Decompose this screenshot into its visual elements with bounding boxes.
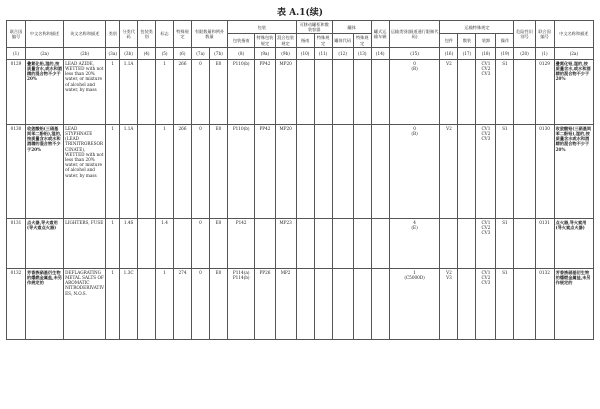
packing-group-cell	[138, 218, 156, 268]
ts-bulk-cell	[458, 218, 476, 268]
tank-special2-cell	[353, 268, 371, 339]
pack-instr-cell: P114(a) P114(b)	[227, 268, 254, 339]
tank-special2-cell	[353, 218, 371, 268]
tank-code-cell	[332, 268, 353, 339]
ts-packages-cell	[440, 59, 458, 124]
code-item: CV3	[481, 230, 491, 236]
pack-special-cell: PP26	[255, 268, 275, 339]
column-number: (9a)	[255, 47, 275, 59]
class-code-cell: 1.1A	[120, 124, 138, 218]
cn-name-right-cell: 芳香族硝基衍生物的爆燃金属盐,未另作规定的	[554, 268, 593, 339]
table-title: 表 A.1(续)	[276, 8, 324, 18]
code-item: CV2	[481, 275, 491, 281]
limited-cell: 0	[192, 124, 210, 218]
pack-special-cell: PP42	[255, 124, 275, 218]
packing-group-cell	[138, 124, 156, 218]
ts-operation-cell	[496, 124, 514, 218]
pack-instr-cell: P110(b)	[227, 124, 254, 218]
column-number: (18)	[476, 47, 496, 59]
tank-code-cell	[332, 218, 353, 268]
column-number: (20)	[514, 47, 535, 59]
packing-group-cell	[138, 59, 156, 124]
col-header-transport-special: 运输特殊规定	[440, 21, 514, 34]
ts-loading-cell	[476, 218, 496, 268]
en-name-cell: LEAD STYPHNATE (LEAD TRINITRORESORCINATE), WETTED with not less than 20% water, or mixture of alcohol and water, by mass	[64, 124, 106, 218]
pack-instr-cell: P110(b)	[227, 59, 254, 124]
un-no-right-cell: 0130	[535, 124, 554, 218]
code-item: V2	[446, 269, 452, 275]
en-name-cell: LIGHTERS, FUSE	[64, 218, 106, 268]
special-cell: 266	[174, 59, 192, 124]
un-no-cell: 0132	[7, 268, 26, 339]
special-cell	[174, 218, 192, 268]
un-no-right-cell: 0132	[535, 268, 554, 339]
column-number: (3b)	[120, 47, 138, 59]
column-number: (8)	[227, 47, 254, 59]
cn-name-right-cell: 点火器,导火索用(导火索点火器)	[554, 218, 593, 268]
packing-group-cell	[138, 268, 156, 339]
class-code-cell: 1.1A	[120, 59, 138, 124]
tank-code-cell	[332, 59, 353, 124]
hazard-id-cell	[514, 218, 535, 268]
code-item: CV3	[481, 280, 491, 286]
col-header-mixed-pack: 混合包装规定	[275, 34, 296, 47]
ts-operation-cell	[496, 59, 514, 124]
column-number: (19)	[496, 47, 514, 59]
excepted-cell: E0	[209, 59, 227, 124]
col-header-special: 特殊规定	[174, 21, 192, 48]
code-item: V3	[446, 275, 452, 281]
code-item: S1	[502, 60, 508, 66]
labels-cell: 1	[156, 268, 174, 339]
hazard-id-cell	[514, 59, 535, 124]
class-code-cell: 1.4S	[120, 218, 138, 268]
class-cell: 1	[106, 218, 120, 268]
tank-special-cell	[314, 124, 332, 218]
column-number: (9b)	[275, 47, 296, 59]
class-cell: 1	[106, 268, 120, 339]
col-header-packaging: 包装	[227, 21, 296, 34]
tank-instr-cell	[296, 59, 314, 124]
cn-name-cell: 叠氮化铅,湿的,按质量含水,或水和酒精的混合物不少于20%	[26, 59, 64, 124]
col-header-packing-group: 包装类别	[138, 21, 156, 48]
column-number: (1)	[535, 47, 554, 59]
cn-name-right-cell: 收敛酸铅(三硝基间苯二酚铅),湿的,按质量含水或水和酒精的混合物不少于20%	[554, 124, 593, 218]
limited-cell: 0	[192, 268, 210, 339]
table-body	[7, 59, 594, 339]
en-name-cell: DEFLAGRATING METAL SALTS OF AROMATIC NITRODERIVATIVES, N.O.S.	[64, 268, 106, 339]
tank-code-cell	[332, 124, 353, 218]
col-header-cn-name: 中文名称和描述	[26, 21, 64, 48]
column-number: (3a)	[106, 47, 120, 59]
column-number: (4)	[138, 47, 156, 59]
code-item: CV1	[481, 219, 491, 225]
col-header-pack-special: 特殊包装规定	[256, 35, 274, 46]
excepted-cell: E0	[209, 124, 227, 218]
column-number: (7a)	[192, 47, 210, 59]
transport-cat-value: 4	[413, 219, 416, 225]
code-item: S1	[502, 219, 508, 225]
code-item: CV1	[481, 125, 491, 131]
ts-bulk-cell	[458, 268, 476, 339]
limited-cell: 0	[192, 218, 210, 268]
special-cell: 274	[174, 268, 192, 339]
tunnel-code-value: (B)	[411, 131, 418, 137]
mixed-pack-cell: MP2	[275, 268, 296, 339]
header-row-1	[7, 21, 594, 34]
transport-cat-value: 1	[413, 269, 416, 275]
transport-cat-cell	[389, 124, 440, 218]
col-header-en-name: 英文名称和描述	[64, 21, 106, 48]
dangerous-goods-table	[6, 20, 594, 340]
tank-special-cell	[314, 268, 332, 339]
class-cell: 1	[106, 59, 120, 124]
hazard-id-cell	[514, 268, 535, 339]
vehicle-cell	[371, 59, 389, 124]
column-number: (2a)	[554, 47, 593, 59]
col-header-tank-special: 特殊规定	[314, 34, 332, 47]
vehicle-cell	[371, 218, 389, 268]
col-header-class: 类别	[106, 21, 120, 48]
code-item: CV3	[481, 136, 491, 142]
code-item: CV3	[481, 71, 491, 77]
column-number: (17)	[458, 47, 476, 59]
ts-bulk-cell	[458, 59, 476, 124]
col-header-un-no: 联合国编号	[7, 21, 26, 48]
column-number-row	[7, 47, 594, 59]
col-header-tank-group: 可移动罐柜和散装容器	[296, 21, 332, 34]
code-item: CV2	[481, 66, 491, 72]
column-number: (14)	[371, 47, 389, 59]
transport-cat-value: 0	[413, 125, 416, 131]
column-number: (6)	[174, 47, 192, 59]
column-number: (7b)	[209, 47, 227, 59]
code-item: S1	[502, 269, 508, 275]
labels-cell: 1	[156, 59, 174, 124]
code-item: S1	[502, 125, 508, 131]
table-row	[7, 218, 594, 268]
hazard-id-cell	[514, 124, 535, 218]
tank-special-cell	[314, 218, 332, 268]
mixed-pack-cell: MP20	[275, 124, 296, 218]
col-header-transport-cat: 运输类别(隧道通行限制代码)	[389, 21, 440, 48]
cn-name-cell: 芳香族硝基衍生物的爆燃金属盐,未另作规定的	[26, 268, 64, 339]
col-header-class-code: 分类代码	[120, 21, 138, 48]
en-name-cell: LEAD AZIDE, WETTED with not less than 20% water, or mixture of alcohol and water, by mass	[64, 59, 106, 124]
code-item: V2	[446, 125, 452, 131]
excepted-cell: E0	[209, 268, 227, 339]
transport-cat-value: 0	[413, 60, 416, 66]
special-cell: 266	[174, 124, 192, 218]
col-header-ts-packages: 包件	[440, 34, 458, 47]
tunnel-code-value: (B)	[411, 66, 418, 72]
col-header-tank-instr: 指南	[296, 34, 314, 47]
col-header-labels: 标志	[156, 21, 174, 48]
vehicle-cell	[371, 268, 389, 339]
cn-name-cell: 收敛酸铅(三硝基间苯二酚铅),湿的,按质量含水或水和酒精的混合物不少于20%	[26, 124, 64, 218]
vehicle-cell	[371, 124, 389, 218]
class-cell: 1	[106, 124, 120, 218]
column-number: (16)	[440, 47, 458, 59]
code-item: CV1	[481, 60, 491, 66]
col-header-un-no-right: 联合国编号	[535, 21, 554, 48]
code-item: V2	[446, 60, 452, 66]
tunnel-code-value: (E)	[411, 225, 418, 231]
tank-instr-cell	[296, 124, 314, 218]
column-number: (2b)	[64, 47, 106, 59]
ts-loading-cell	[476, 124, 496, 218]
ts-operation-cell	[496, 268, 514, 339]
col-header-cn-name-right: 中文名称和描述	[554, 21, 593, 48]
col-header-ts-operation: 操作	[496, 34, 514, 47]
transport-cat-cell	[389, 218, 440, 268]
labels-cell: 1	[156, 124, 174, 218]
table-row	[7, 124, 594, 218]
cn-name-cell: 点火器,导火索用(导火索点火器)	[26, 218, 64, 268]
col-header-hazard-id: 危险性识别号	[514, 21, 535, 48]
cn-name-right-cell: 叠氮化铅,湿的,按质量含水,或水和酒精的混合物不少于20%	[554, 59, 593, 124]
col-header-ts-loading: 装卸	[476, 34, 496, 47]
ts-packages-cell	[440, 268, 458, 339]
column-number: (5)	[156, 47, 174, 59]
tank-instr-cell	[296, 268, 314, 339]
class-code-cell: 1.3C	[120, 268, 138, 339]
ts-packages-cell	[440, 124, 458, 218]
tunnel-code-value: (C5000D)	[404, 275, 425, 281]
column-number: (12)	[332, 47, 353, 59]
un-no-cell: 0129	[7, 59, 26, 124]
mixed-pack-cell: MP20	[275, 59, 296, 124]
ts-loading-cell	[476, 59, 496, 124]
col-header-tank-special2: 特殊规定	[353, 34, 371, 47]
transport-cat-cell	[389, 268, 440, 339]
pack-instr-cell: P142	[227, 218, 254, 268]
tank-instr-cell	[296, 218, 314, 268]
ts-operation-cell	[496, 218, 514, 268]
code-item: CV2	[481, 225, 491, 231]
un-no-right-cell: 0131	[535, 218, 554, 268]
tank-special2-cell	[353, 59, 371, 124]
col-header-limited-excepted: 有限数量和例外数量	[192, 21, 228, 48]
tank-special-cell	[314, 59, 332, 124]
pack-special-cell: PP42	[255, 59, 275, 124]
column-number: (13)	[353, 47, 371, 59]
col-header-tank-code: 罐体代码	[332, 34, 353, 47]
column-number: (15)	[389, 47, 440, 59]
labels-cell: 1.4	[156, 218, 174, 268]
column-number: (10)	[296, 47, 314, 59]
mixed-pack-cell: MP23	[275, 218, 296, 268]
pack-special-cell	[255, 218, 275, 268]
code-item: CV1	[481, 269, 491, 275]
ts-packages-cell	[440, 218, 458, 268]
excepted-cell: E0	[209, 218, 227, 268]
un-no-cell: 0130	[7, 124, 26, 218]
limited-cell: 0	[192, 59, 210, 124]
code-item: CV2	[481, 131, 491, 137]
ts-bulk-cell	[458, 124, 476, 218]
un-no-right-cell: 0129	[535, 59, 554, 124]
table-row	[7, 59, 594, 124]
col-header-pack-instr: 包装指南	[227, 34, 254, 47]
column-number: (1)	[7, 47, 26, 59]
un-no-cell: 0131	[7, 218, 26, 268]
column-number: (11)	[314, 47, 332, 59]
tank-special2-cell	[353, 124, 371, 218]
ts-loading-cell	[476, 268, 496, 339]
col-header-ts-bulk: 散装	[458, 34, 476, 47]
col-header-tanks: 罐体	[332, 21, 371, 34]
table-row	[7, 268, 594, 339]
transport-cat-cell	[389, 59, 440, 124]
column-number: (2a)	[26, 47, 64, 59]
col-header-vehicle: 罐式运输车辆	[371, 21, 389, 48]
